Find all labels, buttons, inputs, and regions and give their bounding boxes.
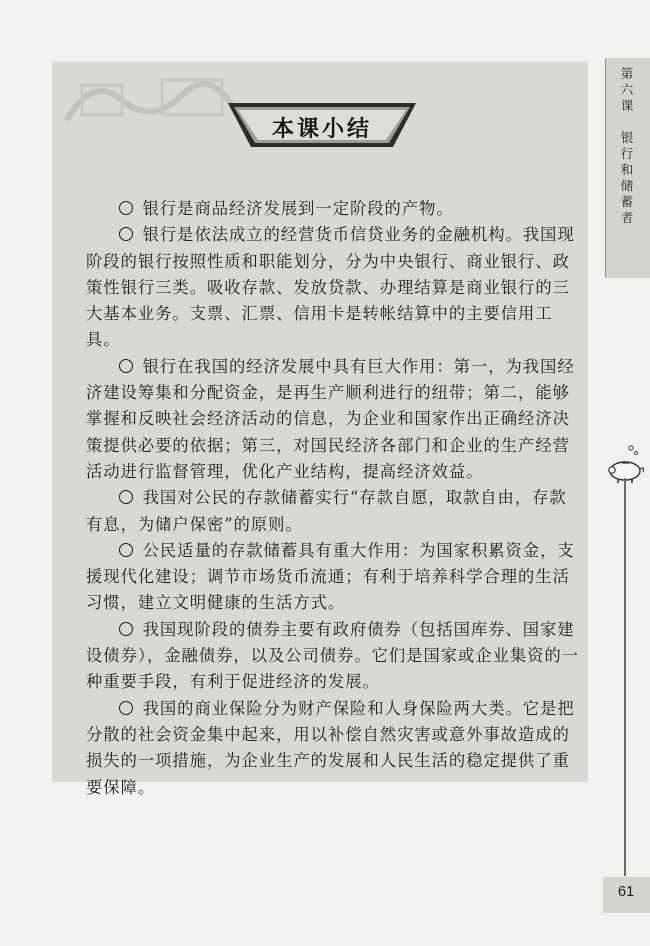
page-number: 61 bbox=[618, 884, 635, 900]
paragraph-text: 我国对公民的存款储蓄实行“存款自愿，取款自由，存款有息，为储户保密”的原则。 bbox=[86, 488, 567, 534]
summary-title-banner bbox=[228, 103, 416, 147]
circle-bullet-icon bbox=[119, 701, 133, 715]
paragraph-text: 我国现阶段的债券主要有政府债券（包括国库券、国家建设债券），金融债券，以及公司债券。它们是国家或企业集资的一种重要手段，有利于促进经济的发展。 bbox=[86, 619, 580, 692]
paragraph-text: 银行在我国的经济发展中具有巨大作用：第一，为我国经济建设筹集和分配资金，是再生产顺利进行的纽带；第二，能够掌握和反映社会经济活动的信息，为企业和国家作出正确经济决策提供必要的依据；第三，对国民经济各部门和企业的生产经营活动进行监督管理，优化产业结构，提高经济效益。 bbox=[86, 356, 575, 481]
summary-paragraph-7 bbox=[86, 696, 580, 801]
paragraph-text: 公民适量的存款储蓄具有重大作用：为国家积累资金，支援现代化建设；调节市场货币流通；有利于培养科学合理的生活习惯，建立文明健康的生活方式。 bbox=[86, 540, 575, 613]
circle-bullet-icon bbox=[119, 622, 133, 636]
lesson-number: 第六课 bbox=[620, 66, 634, 113]
summary-paragraph-5 bbox=[86, 538, 580, 617]
lesson-title: 银行和储蓄者 bbox=[620, 130, 634, 225]
summary-paragraph-1 bbox=[86, 196, 580, 222]
summary-title: 本课小结 bbox=[271, 117, 372, 142]
summary-body bbox=[86, 196, 580, 801]
paragraph-text: 银行是商品经济发展到一定阶段的产物。 bbox=[142, 199, 454, 218]
circle-bullet-icon bbox=[119, 490, 133, 504]
faded-decoration bbox=[62, 70, 242, 130]
paragraph-text: 银行是依法成立的经营货币信贷业务的金融机构。我国现阶段的银行按照性质和职能划分，分为中央银行、商业银行、政策性银行三类。吸收存款、发放贷款、办理结算是商业银行的三大基本业务。支票、汇票、信用卡是转帐结算中的主要信用工具。 bbox=[86, 225, 575, 350]
circle-bullet-icon bbox=[119, 543, 133, 557]
paragraph-text: 我国的商业保险分为财产保险和人身保险两大类。它是把分散的社会资金集中起来，用以补偿自然灾害或意外事故造成的损失的一项措施，为企业生产的发展和人民生活的稳定提供了重要保障。 bbox=[86, 698, 575, 797]
summary-paragraph-2 bbox=[86, 222, 580, 353]
circle-bullet-icon bbox=[119, 201, 133, 215]
chapter-side-rail bbox=[593, 58, 650, 946]
summary-paragraph-3 bbox=[86, 354, 580, 485]
margin-rule bbox=[624, 478, 626, 876]
circle-bullet-icon bbox=[119, 359, 133, 373]
summary-paragraph-4 bbox=[86, 485, 580, 538]
summary-paragraph-6 bbox=[86, 617, 580, 696]
circle-bullet-icon bbox=[119, 227, 133, 241]
